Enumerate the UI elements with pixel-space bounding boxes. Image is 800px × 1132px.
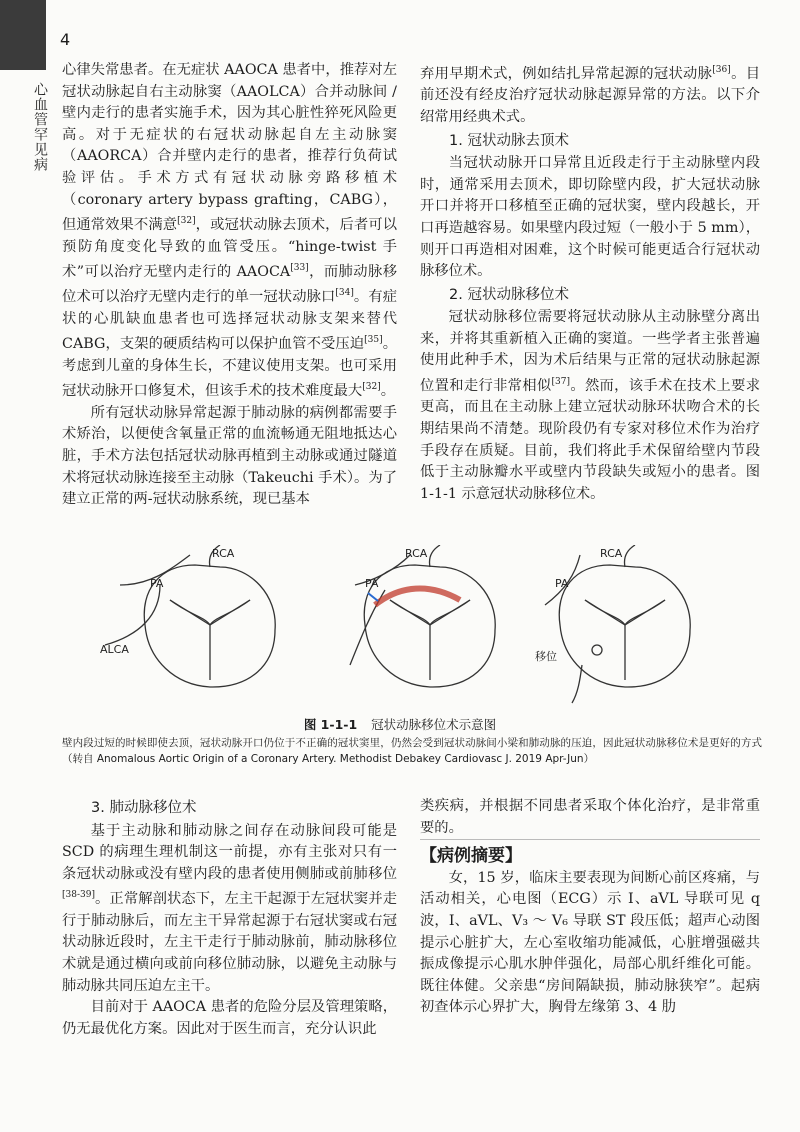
paragraph: 所有冠状动脉异常起源于肺动脉的病例都需要手术矫治，以便使含氧量正常的血流畅通无阻地抵达心脏，手术方法包括冠状动脉再植到主动脉或通过隧道术将冠状动脉连接至主动脉（Takeuchi 手术）。为了建立正常的两-冠状动脉系统，现已基本 xyxy=(62,404,397,508)
figure-panel-3 xyxy=(545,545,690,703)
section-heading-translocation: 2. 冠状动脉移位术 xyxy=(449,286,569,303)
label-rca: RCA xyxy=(212,547,235,560)
paragraph: 类疾病，并根据不同患者采取个体化治疗，是非常重要的。 xyxy=(420,798,760,836)
citation[interactable]: [34] xyxy=(335,288,354,299)
citation[interactable]: [38-39] xyxy=(62,890,95,901)
running-head: 心血管罕见病 xyxy=(32,82,48,172)
paragraph: 基于主动脉和肺动脉之间存在动脉间段可能是 SCD 的病理生理机制这一前提，亦有主张对只有一条冠状动脉或没有壁内段的患者使用侧肺或前肺移位[38-39]。正常解剖状态下，左主干起源于左冠状窦并走行于肺动脉后，而左主干异常起源于右冠状窦或右冠状动脉近段时，左主干走行于肺动脉前，肺动脉移位术就是通过横向或前向移位肺动脉，以避免主动脉与肺动脉共同压迫左主干。 xyxy=(62,822,397,994)
label-pa: PA xyxy=(150,577,164,590)
case-summary-heading: 【病例摘要】 xyxy=(420,839,760,868)
label-move: 移位 xyxy=(535,650,557,663)
paragraph: 目前对于 AAOCA 患者的危险分层及管理策略，仍无最优化方案。因此对于医生而言，充分认识此 xyxy=(62,999,397,1037)
citation[interactable]: [32] xyxy=(177,216,196,227)
text-column-top-left xyxy=(62,60,397,511)
text-column-bottom-left xyxy=(62,796,397,1040)
section-heading-unroofing: 1. 冠状动脉去顶术 xyxy=(449,132,569,149)
citation[interactable]: [36] xyxy=(712,65,731,75)
paragraph: 弃用早期术式，例如结扎异常起源的冠状动脉[36]。目前还没有经皮治疗冠状动脉起源异常的方法。以下介绍常用经典术式。 xyxy=(420,65,761,125)
text-column-bottom-right xyxy=(420,796,760,1019)
section-heading-pa-translocation: 3. 肺动脉移位术 xyxy=(91,800,197,816)
figure-caption-body: 壁内段过短的时候即使去顶，冠状动脉开口仍位于不正确的冠状窦里，仍然会受到冠状动脉间小梁和肺动脉的压迫，因此冠状动脉移位术是更好的方式（转自 Anomalous Aortic Origin of a Coronary Artery. Methodist Debakey Cardiovasc J. 2019 Apr-Jun） xyxy=(62,737,762,765)
figure-panel-1 xyxy=(105,545,275,687)
citation[interactable]: [37] xyxy=(551,377,571,388)
paragraph: 女，15 岁，临床主要表现为间断心前区疼痛，与活动相关，心电图（ECG）示 Ⅰ、aVL 导联可见 q 波，Ⅰ、aVL、V₃ ～ V₆ 导联 ST 段压低；超声心动图提示心脏扩大，左心室收缩功能减低，心脏增强磁共振成像提示心肌水肿伴强化，局部心肌纤维化可能。既往体健。父亲患“房间隔缺损，肺动脉狭窄”。起病初查体示心界扩大，胸骨左缘第 3、4 肋 xyxy=(420,869,760,1016)
paragraph: 当冠状动脉开口异常且近段走行于主动脉壁内段时，通常采用去顶术，即切除壁内段，扩大冠状动脉开口并将开口移植至正确的冠状窦，壁内段越长，开口再造越容易。如果壁内段过短（一般小于 5 mm），则开口再造相对困难，这个时候可能更适合行冠状动脉移位术。 xyxy=(420,155,760,280)
figure-panel-2 xyxy=(350,545,495,687)
page-number: 4 xyxy=(60,30,71,49)
figure-title: 冠状动脉移位术示意图 xyxy=(371,717,497,732)
citation[interactable]: [32] xyxy=(362,382,381,393)
label-rca: RCA xyxy=(405,547,428,560)
figure-number: 图 1-1-1 xyxy=(303,717,358,732)
label-pa: PA xyxy=(555,577,569,590)
arrow-icon xyxy=(368,593,378,601)
paragraph: 冠状动脉移位需要将冠状动脉从主动脉壁分离出来，并将其重新植入正确的窦道。一些学者主张普遍使用此种手术，因为术后结果与正常的冠状动脉起源位置和走行非常相似[37]。然而，该手术在技术上要求更高，而且在主动脉上建立冠状动脉环状吻合术的长期结果尚不清楚。现阶段仍有专家对移位术作为治疗手段存在质疑。目前，我们将此手术保留给壁内节段低于主动脉瓣水平或壁内节段缺失或短小的患者。图 1-1-1 示意冠状动脉移位术。 xyxy=(420,309,761,502)
citation[interactable]: [33] xyxy=(290,263,309,274)
text-column-top-right xyxy=(420,60,760,505)
figure-caption-title xyxy=(0,715,800,733)
label-pa: PA xyxy=(365,577,379,590)
citation[interactable]: [35] xyxy=(364,335,383,346)
label-rca: RCA xyxy=(600,547,623,560)
label-alca: ALCA xyxy=(100,643,129,656)
corner-tab xyxy=(0,0,46,70)
coronary-translocation-figure xyxy=(100,545,720,705)
translocation-arrow-icon xyxy=(375,589,460,605)
paragraph: 心律失常患者。在无症状 AAOCA 患者中，推荐对左冠状动脉起自右主动脉窦（AAOLCA）合并动脉间 / 壁内走行的患者实施手术，因为其心脏性猝死风险更高。对于无症状的右冠状动脉起自左主动脉窦（AAORCA）合并壁内走行的患者，推荐行负荷试验评估。手术方式有冠状动脉旁路移植术（coronary artery bypass grafting，CABG），但通常效果不满意[32]，或冠状动脉去顶术，后者可以预防角度变化导致的血管受压。“hinge-twist 手术”可以治疗无壁内走行的 AAOCA[33]，而肺动脉移位术可以治疗无壁内走行的单一冠状动脉口[34]。有症状的心肌缺血患者也可选择冠状动脉支架来替代 CABG，支架的硬质结构可以保护血管不受压迫[35]。考虑到儿童的身体生长，不建议使用支架。也可采用冠状动脉开口修复术，但该手术的技术难度最大[32]。 xyxy=(62,62,398,400)
